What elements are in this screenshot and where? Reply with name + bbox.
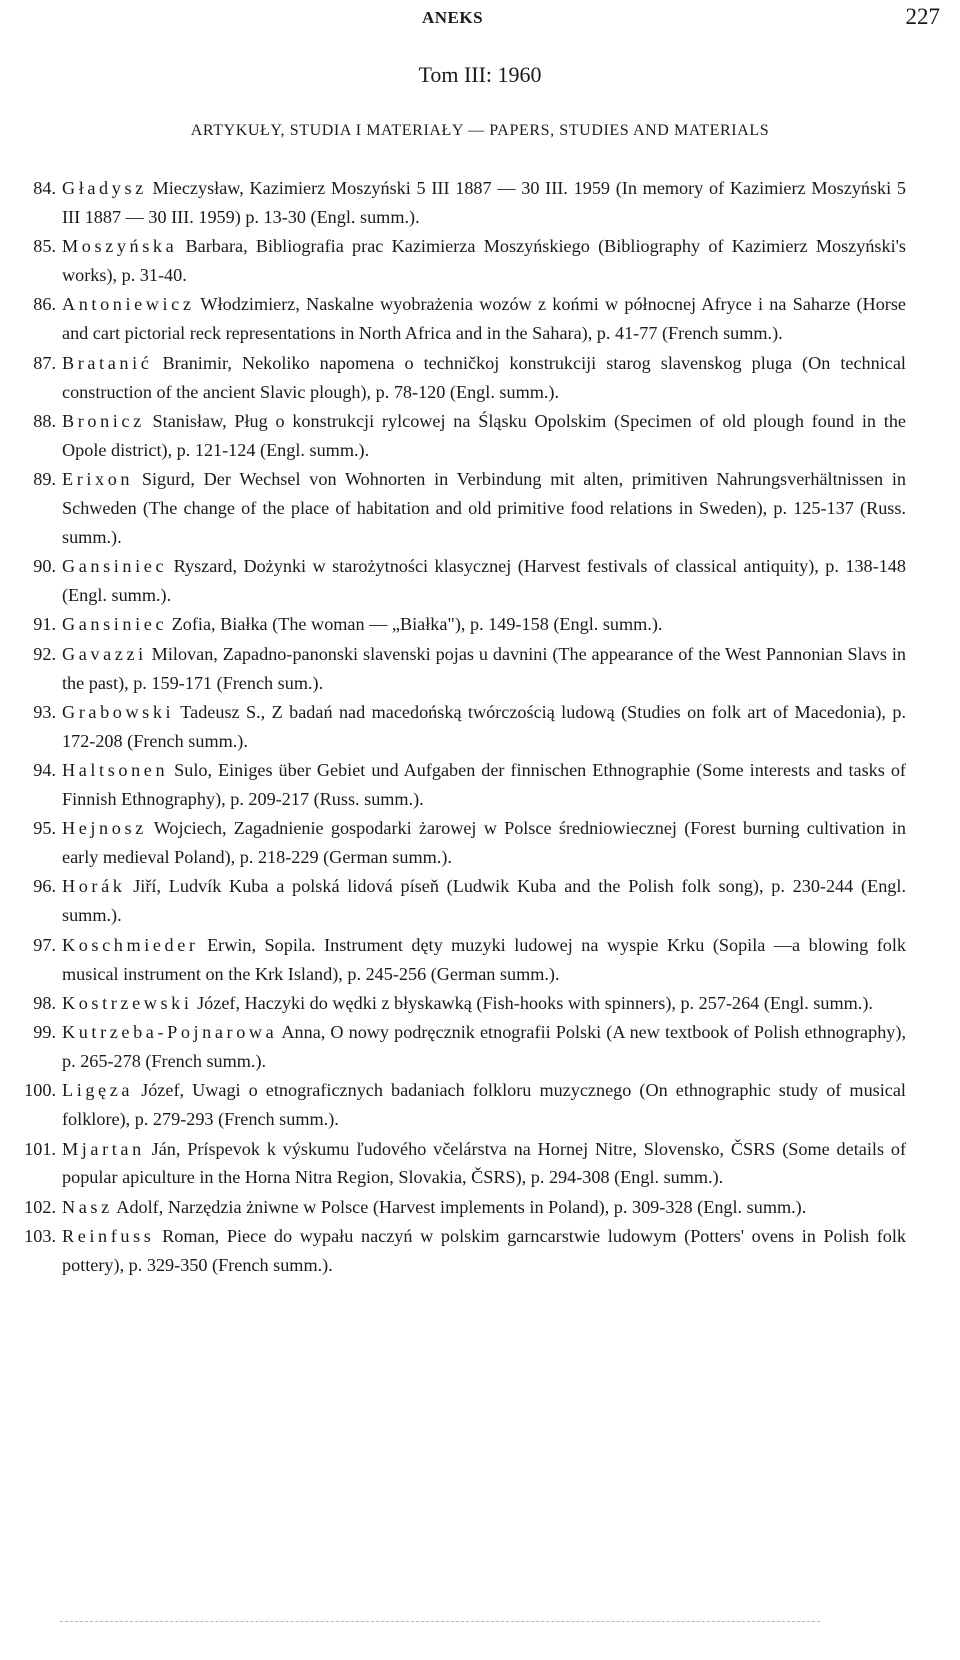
entry-number: 84. xyxy=(33,178,56,198)
entry-number: 91. xyxy=(33,614,56,635)
entry-author: Kostrzewski xyxy=(62,992,193,1013)
bibliography-entry xyxy=(24,407,906,465)
section-title: ARTYKUŁY, STUDIA I MATERIAŁY — PAPERS, STUDIES AND MATERIALS xyxy=(190,122,770,139)
entry-author: Nasz xyxy=(62,1196,113,1217)
entry-text: Erwin, Sopila. Instrument dęty muzyki ludowej na wyspie Krku (Sopila —a blowing folk musical instrument on the Krk Island), p. 245-256 (German summ.). xyxy=(62,934,906,984)
entry-number: 95. xyxy=(33,818,56,839)
bibliography-list xyxy=(24,174,906,1280)
entry-author: Koschmieder xyxy=(62,934,199,955)
bibliography-entry xyxy=(24,610,906,639)
bibliography-entry xyxy=(24,872,906,930)
page-number: 227 xyxy=(905,4,940,29)
entry-number: 100. xyxy=(24,1080,56,1101)
entry-number: 99. xyxy=(33,1022,56,1043)
entry-author: Horák xyxy=(62,876,126,897)
entry-text: Zofia, Białka (The woman — „Białka"), p. 149-158 (Engl. summ.). xyxy=(167,614,663,635)
bibliography-entry xyxy=(24,232,906,290)
entry-number: 86. xyxy=(33,294,56,315)
bibliography-entry xyxy=(24,1076,906,1134)
entry-text: Sigurd, Der Wechsel von Wohnorten in Verbindung mit alten, primitiven Nahrungsverhältnissen in Schweden (The change of the place of habitation and old primitive food relations in Sweden), p. 125-137 (Russ. summ.). xyxy=(62,469,906,547)
bibliography-entry xyxy=(24,814,906,872)
entry-number: 103. xyxy=(24,1226,56,1247)
entry-number: 97. xyxy=(33,934,56,955)
entry-number: 96. xyxy=(33,876,56,897)
bibliography-entry xyxy=(24,1135,906,1193)
entry-author: Bratanić xyxy=(62,352,153,373)
entry-author: Antoniewicz xyxy=(62,294,195,315)
entry-author: Gansiniec xyxy=(62,556,168,577)
bibliography-entry xyxy=(24,640,906,698)
entry-text: Anna, O nowy podręcznik etnografii Polski (A new textbook of Polish ethnography), p. 265-278 (French summ.). xyxy=(62,1022,906,1072)
entry-author: Erixon xyxy=(62,469,134,490)
entry-text: Ryszard, Dożynki w starożytności klasycznej (Harvest festivals of classical antiquity), p. 138-148 (Engl. summ.). xyxy=(62,556,906,606)
entry-author: Bronicz xyxy=(62,410,145,431)
bibliography-entry xyxy=(24,756,906,814)
entry-text: Barbara, Bibliografia prac Kazimierza Moszyńskiego (Bibliography of Kazimierz Moszyński's works), p. 31-40. xyxy=(62,236,906,286)
entry-text: Stanisław, Pług o konstrukcji rylcowej na Śląsku Opolskim (Specimen of old plough found in the Opole district), p. 121-124 (Engl. summ.). xyxy=(62,410,906,460)
bibliography-entry xyxy=(24,552,906,610)
entry-text: Adolf, Narzędzia żniwne w Polsce (Harvest implements in Poland), p. 309-328 (Engl. summ.). xyxy=(112,1196,807,1217)
entry-number: 90. xyxy=(33,556,56,577)
entry-number: 101. xyxy=(24,1138,56,1159)
entry-text: Włodzimierz, Naskalne wyobrażenia wozów z końmi w północnej Afryce i na Saharze (Horse and cart pictorial reck representations in North Africa and in the Sahara), p. 41-77 (French summ.). xyxy=(62,294,906,344)
entry-text: Sulo, Einiges über Gebiet und Aufgaben der finnischen Ethnographie (Some interests and tasks of Finnish Ethnography), p. 209-217 (Russ. summ.). xyxy=(62,760,906,809)
entry-author: Hejnosz xyxy=(62,818,147,839)
entry-text: Wojciech, Zagadnienie gospodarki żarowej w Polsce średniowiecznej (Forest burning cultivation in early medieval Poland), p. 218-229 (German summ.). xyxy=(62,818,906,868)
entry-author: Grabowski xyxy=(62,701,175,722)
bibliography-entry xyxy=(24,931,906,989)
entry-number: 88. xyxy=(33,410,56,431)
bibliography-entry xyxy=(24,290,906,348)
running-header xyxy=(0,6,960,36)
bibliography-entry xyxy=(24,698,906,756)
bibliography-entry xyxy=(24,1018,906,1076)
entry-author: Ligęza xyxy=(62,1080,134,1101)
entry-number: 98. xyxy=(33,992,56,1013)
entry-author: Reinfuss xyxy=(62,1226,155,1247)
bibliography-entry xyxy=(24,349,906,407)
bibliography-entry xyxy=(24,1193,906,1222)
entry-author: Haltsonen xyxy=(62,760,169,781)
entry-text: Mieczysław, Kazimierz Moszyński 5 III 1887 — 30 III. 1959 (In memory of Kazimierz Moszyński 5 III 1887 — 30 III. 1959) p. 13-30 (Engl. summ.). xyxy=(62,178,906,227)
bibliography-entry xyxy=(24,465,906,552)
entry-text: Branimir, Nekoliko napomena o techničkoj konstrukciji starog slavenskog pluga (On technical construction of the ancient Slavic plough), p. 78-120 (Engl. summ.). xyxy=(62,352,906,402)
running-title: ANEKS xyxy=(422,8,484,27)
entry-text: Roman, Piece do wypału naczyń w polskim garncarstwie ludowym (Potters' ovens in Polish folk pottery), p. 329-350 (French summ.). xyxy=(62,1226,906,1275)
entry-number: 87. xyxy=(33,352,56,373)
entry-number: 94. xyxy=(33,760,56,781)
entry-number: 85. xyxy=(33,236,56,257)
footer-rule xyxy=(60,1621,820,1622)
bibliography-entry xyxy=(24,1222,906,1280)
entry-author: Moszyńska xyxy=(62,236,178,257)
entry-text: Ján, Príspevok k výskumu ľudového včelárstva na Hornej Nitre, Slovensko, ČSRS (Some details of popular apiculture in the Horna Nitra Region, Slovakia, ČSRS), p. 294-308 (Engl. summ.). xyxy=(62,1138,906,1188)
entry-number: 89. xyxy=(33,469,56,490)
entry-number: 93. xyxy=(33,701,56,722)
entry-text: Józef, Uwagi o etnograficznych badaniach folkloru muzycznego (On ethnographic study of musical folklore), p. 279-293 (French summ.). xyxy=(62,1080,906,1130)
entry-text: Milovan, Zapadno-panonski slavenski pojas u davnini (The appearance of the West Pannonian Slavs in the past), p. 159-171 (French sum.). xyxy=(62,643,906,693)
entry-text: Jiří, Ludvík Kuba a polská lidová píseň (Ludwik Kuba and the Polish folk song), p. 230-244 (Engl. summ.). xyxy=(62,876,906,926)
entry-number: 92. xyxy=(33,643,56,664)
entry-number: 102. xyxy=(24,1196,56,1217)
entry-author: Kutrzeba-Pojnarowa xyxy=(62,1022,278,1043)
entry-author: Gładysz xyxy=(62,178,147,198)
entry-text: Józef, Haczyki do wędki z błyskawką (Fish-hooks with spinners), p. 257-264 (Engl. summ.). xyxy=(192,992,873,1013)
volume-title: Tom III: 1960 xyxy=(418,62,542,87)
entry-author: Mjartan xyxy=(62,1138,145,1159)
entry-text: Tadeusz S., Z badań nad macedońską twórczością ludową (Studies on folk art of Macedonia), p. 172-208 (French summ.). xyxy=(62,701,906,751)
entry-author: Gansiniec xyxy=(62,614,168,635)
bibliography-entry xyxy=(24,989,906,1018)
entry-author: Gavazzi xyxy=(62,643,147,664)
bibliography-entry xyxy=(24,174,906,232)
